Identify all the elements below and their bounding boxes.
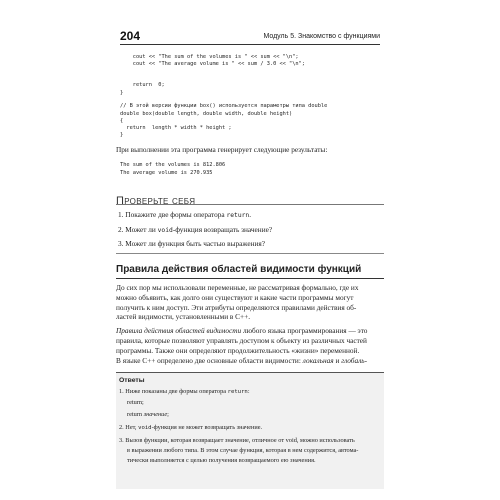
output-line: The average volume is 270.935 [120, 170, 213, 176]
question-2: 2. Может ли void-функция возвращать значение? [118, 225, 273, 234]
page-number: 204 [120, 29, 141, 43]
code-line: return 0; [120, 82, 165, 88]
answer-2: 2. Нет, void-функция не может возвращать значение. [119, 424, 263, 431]
code-line: return length * width * height ; [120, 125, 232, 131]
paragraph-line: получить к ним доступ. Эти атрибуты определяются правилами действия об- [116, 303, 357, 312]
code-comment: // В этой версии функции box() используется параметры типа double [120, 103, 328, 109]
question-1: 1. Покажите две формы оператора return. [118, 210, 252, 219]
question-3: 3. Может ли функция быть частью выражения? [118, 239, 265, 248]
paragraph-line: В языке C++ определено две основные области видимости: локальная и глобаль- [116, 356, 368, 365]
section-rule [116, 278, 384, 279]
code-line: cout << "The sum of the volumes is " << sum << "\n"; [120, 54, 299, 60]
paragraph-line: Правила действия областей видимости любого языка программирования — это [116, 326, 368, 335]
paragraph-line: можно объявить, как долго они существуют и какие части программы могут [116, 293, 354, 302]
paragraph-line: До сих пор мы использовали переменные, не рассматривая формально, где их [116, 283, 359, 292]
paragraph-line: правила, которые позволяют управлять доступом к объекту из различных частей [116, 336, 367, 345]
code-line: cout << "The average volume is " << sum / 3.0 << "\n"; [120, 61, 305, 67]
code-line: { [120, 118, 124, 124]
answer-3-line: в выражении любого типа. В этом случае функция, которая в нем содержится, автома- [127, 447, 359, 454]
output-line: The sum of the volumes is 812.806 [120, 162, 226, 168]
running-header [120, 30, 380, 45]
code-line: double box(double length, double width, double height) [120, 111, 293, 117]
paragraph-line: ластей видимости, установленными в C++. [116, 312, 251, 321]
output-intro: При выполнении эта программа генерирует следующие результаты: [116, 145, 328, 154]
code-line: } [120, 132, 124, 138]
answer-1: 1. Ниже показаны две формы оператора return: [119, 388, 250, 395]
chapter-title: Модуль 5. Знакомство с функциями [263, 33, 380, 40]
paragraph-line: программы. Также они определяют продолжительность «жизни» переменной. [116, 346, 360, 355]
answers-heading: Ответы [119, 377, 145, 384]
self-check-heading: Проверьте себя [116, 191, 384, 205]
answer-1-form-1: return; [127, 399, 144, 406]
answer-1-form-2: return значение; [127, 411, 169, 418]
section-title: Правила действия областей видимости функций [116, 264, 362, 275]
answer-3-line: 3. Вызов функции, которая возвращает значение, отличное от void, можно использовать [119, 437, 355, 444]
answer-3-line: тически выполняется с целью получения возвращаемого ею значения. [127, 457, 316, 464]
self-check-divider [116, 253, 384, 254]
code-line: } [120, 90, 124, 96]
